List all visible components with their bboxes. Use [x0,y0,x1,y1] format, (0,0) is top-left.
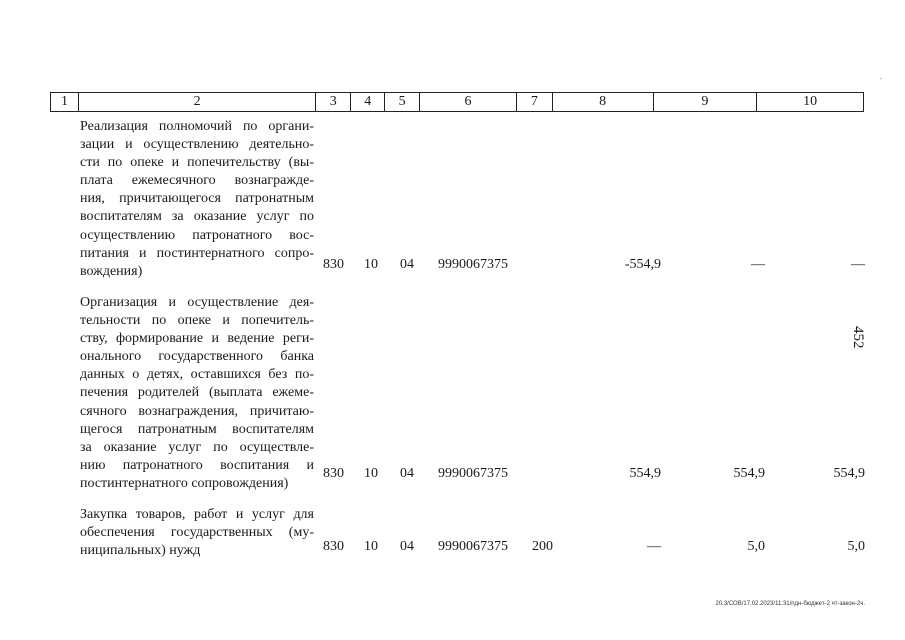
cell-ministry-code: 830 [323,466,344,481]
cell-amount-col10: 554,9 [833,466,865,481]
cell-amount-col9: — [751,257,765,272]
description-line: осуществлению патронатного вос- [80,227,314,243]
description-line: ниципальных) нужд [80,543,201,559]
cell-ministry-code: 830 [323,257,344,272]
header-col-5: 5 [384,93,419,111]
cell-target-article: 9990067375 [438,539,508,554]
table-header-row [50,92,864,112]
cell-ministry-code: 830 [323,539,344,554]
cell-expense-type: 200 [532,539,553,554]
cell-subsection: 04 [400,466,414,481]
header-col-7: 7 [516,93,552,111]
cell-section: 10 [364,466,378,481]
description-line: щегося патронатным воспитателям [80,421,314,437]
description-line: вождения) [80,263,143,279]
description-line: сячного вознаграждения, причитаю- [80,403,314,419]
description-line: ния, причитающегося патронатным [80,191,314,207]
description-line: зации и осуществлению деятельно- [80,137,314,153]
header-col-1: 1 [60,94,68,109]
description-line: плата ежемесячного вознагражде- [80,173,314,189]
description-line: печения родителей (выплата ежеме- [80,385,314,401]
description-line: питания и постинтернатного сопро- [80,245,314,261]
description-line: тельности по опеке и попечитель- [80,313,314,329]
description-line: Закупка товаров, работ и услуг для [80,507,314,522]
cell-amount-col8: 554,9 [629,466,661,481]
description-line: Организация и осуществление дея- [80,295,314,310]
description-line: ству, формирование и ведение реги- [80,331,314,347]
cell-amount-col10: — [851,257,865,272]
header-col-8: 8 [552,93,653,111]
header-col-9: 9 [653,93,757,111]
description-line: за оказание услуг по осуществле- [80,439,314,455]
description-line: сти по опеке и попечительству (вы- [80,155,314,171]
description-line: данных о детях, оставшихся без по- [80,367,314,383]
description-line: онального государственного банка [80,349,314,365]
header-col-2: 2 [78,93,315,111]
row-description [80,118,314,281]
row-description [80,506,314,560]
description-line: постинтернатного сопровождения) [80,475,289,491]
header-col-4: 4 [350,93,384,111]
footer-file-path: 20.3/СОВ/17.02.2023/11:31/пдн-бюджет-2 чт-закон-2ч. [715,601,865,607]
cell-amount-col9: 554,9 [733,466,765,481]
cell-section: 10 [364,539,378,554]
cell-subsection: 04 [400,539,414,554]
cell-amount-col9: 5,0 [747,539,765,554]
header-col-3: 3 [315,93,350,111]
header-col-6: 6 [419,93,516,111]
description-line: Реализация полномочий по органи- [80,119,314,134]
cell-amount-col8: -554,9 [624,257,661,272]
cell-subsection: 04 [400,257,414,272]
cell-target-article: 9990067375 [438,257,508,272]
cell-amount-col8: — [647,539,661,554]
cell-section: 10 [364,257,378,272]
cell-target-article: 9990067375 [438,466,508,481]
cell-amount-col10: 5,0 [847,539,865,554]
description-line: воспитателям за оказание услуг по [80,209,314,225]
page-number: 452 [850,326,866,349]
row-description [80,294,314,493]
description-line: нию патронатного воспитания и [80,457,314,473]
scan-mark [880,78,882,79]
header-col-10: 10 [756,93,863,111]
description-line: обеспечения государственных (му- [80,525,314,541]
